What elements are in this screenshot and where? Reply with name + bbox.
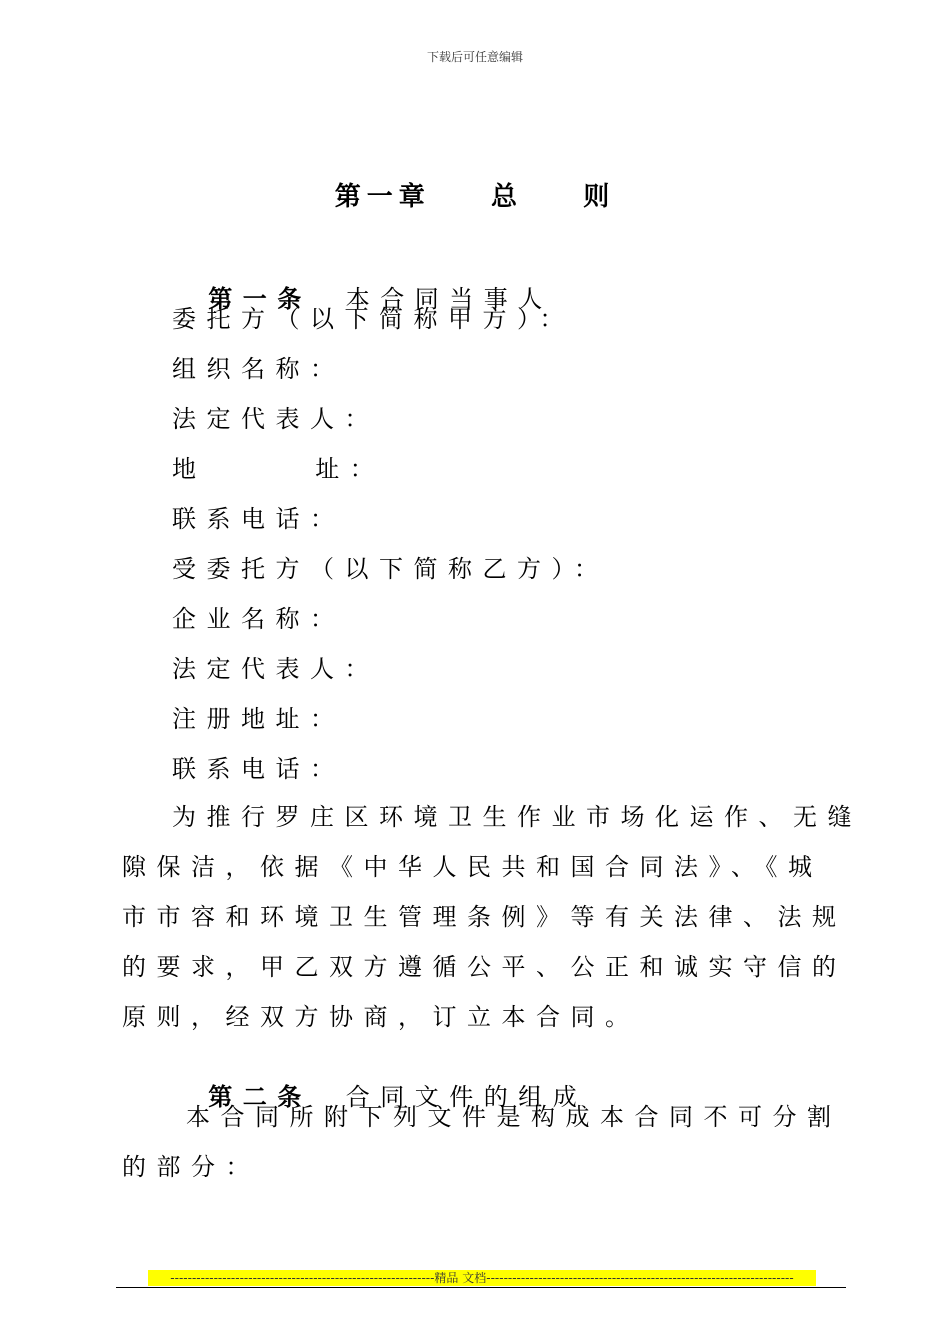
party-b-heading: 受委托方（以下简称乙方）：	[172, 555, 609, 583]
preamble-line-3: 市市容和环境卫生管理条例》等有关法律、法规	[122, 903, 847, 931]
preamble-line-1: 为推行罗庄区环境卫生作业市场化运作、无缝	[172, 803, 862, 831]
party-a-phone: 联系电话：	[172, 505, 345, 533]
preamble-line-2: 隙保洁，依据《中华人民共和国合同法》、《城	[122, 853, 823, 881]
chapter-title: 第一章 总 则	[334, 182, 616, 212]
party-b-phone: 联系电话：	[172, 755, 345, 783]
article-1-label: 第一条	[208, 285, 312, 313]
party-a-address: 地 址：	[172, 455, 385, 483]
footer-highlight-bar: -------------------------------------------------------------精品 文档-----------------------------------------------------------------------	[148, 1270, 816, 1286]
party-a-legal-rep: 法定代表人：	[172, 405, 379, 433]
article-1-title: 本合同当事人	[345, 285, 553, 313]
preamble-line-4: 的要求，甲乙双方遵循公平、公正和诚实守信的	[122, 953, 847, 981]
party-b-company-name: 企业名称：	[172, 605, 345, 633]
article-2-body-line-1: 本合同所附下列文件是构成本合同不可分割	[186, 1103, 842, 1131]
article-2-title: 合同文件的组成	[345, 1083, 588, 1111]
header-note: 下载后可任意编辑	[426, 50, 523, 64]
party-b-legal-rep: 法定代表人：	[172, 655, 379, 683]
article-2-body-line-2: 的部分：	[122, 1153, 260, 1181]
party-a-heading: 委托方（以下简称甲方）：	[172, 305, 574, 333]
party-a-org-name: 组织名称：	[172, 355, 345, 383]
preamble-line-5: 原则，经双方协商，订立本合同。	[122, 1003, 640, 1031]
party-b-reg-address: 注册地址：	[172, 705, 345, 733]
footer-rule	[116, 1287, 846, 1288]
article-2-label: 第二条	[208, 1083, 312, 1111]
